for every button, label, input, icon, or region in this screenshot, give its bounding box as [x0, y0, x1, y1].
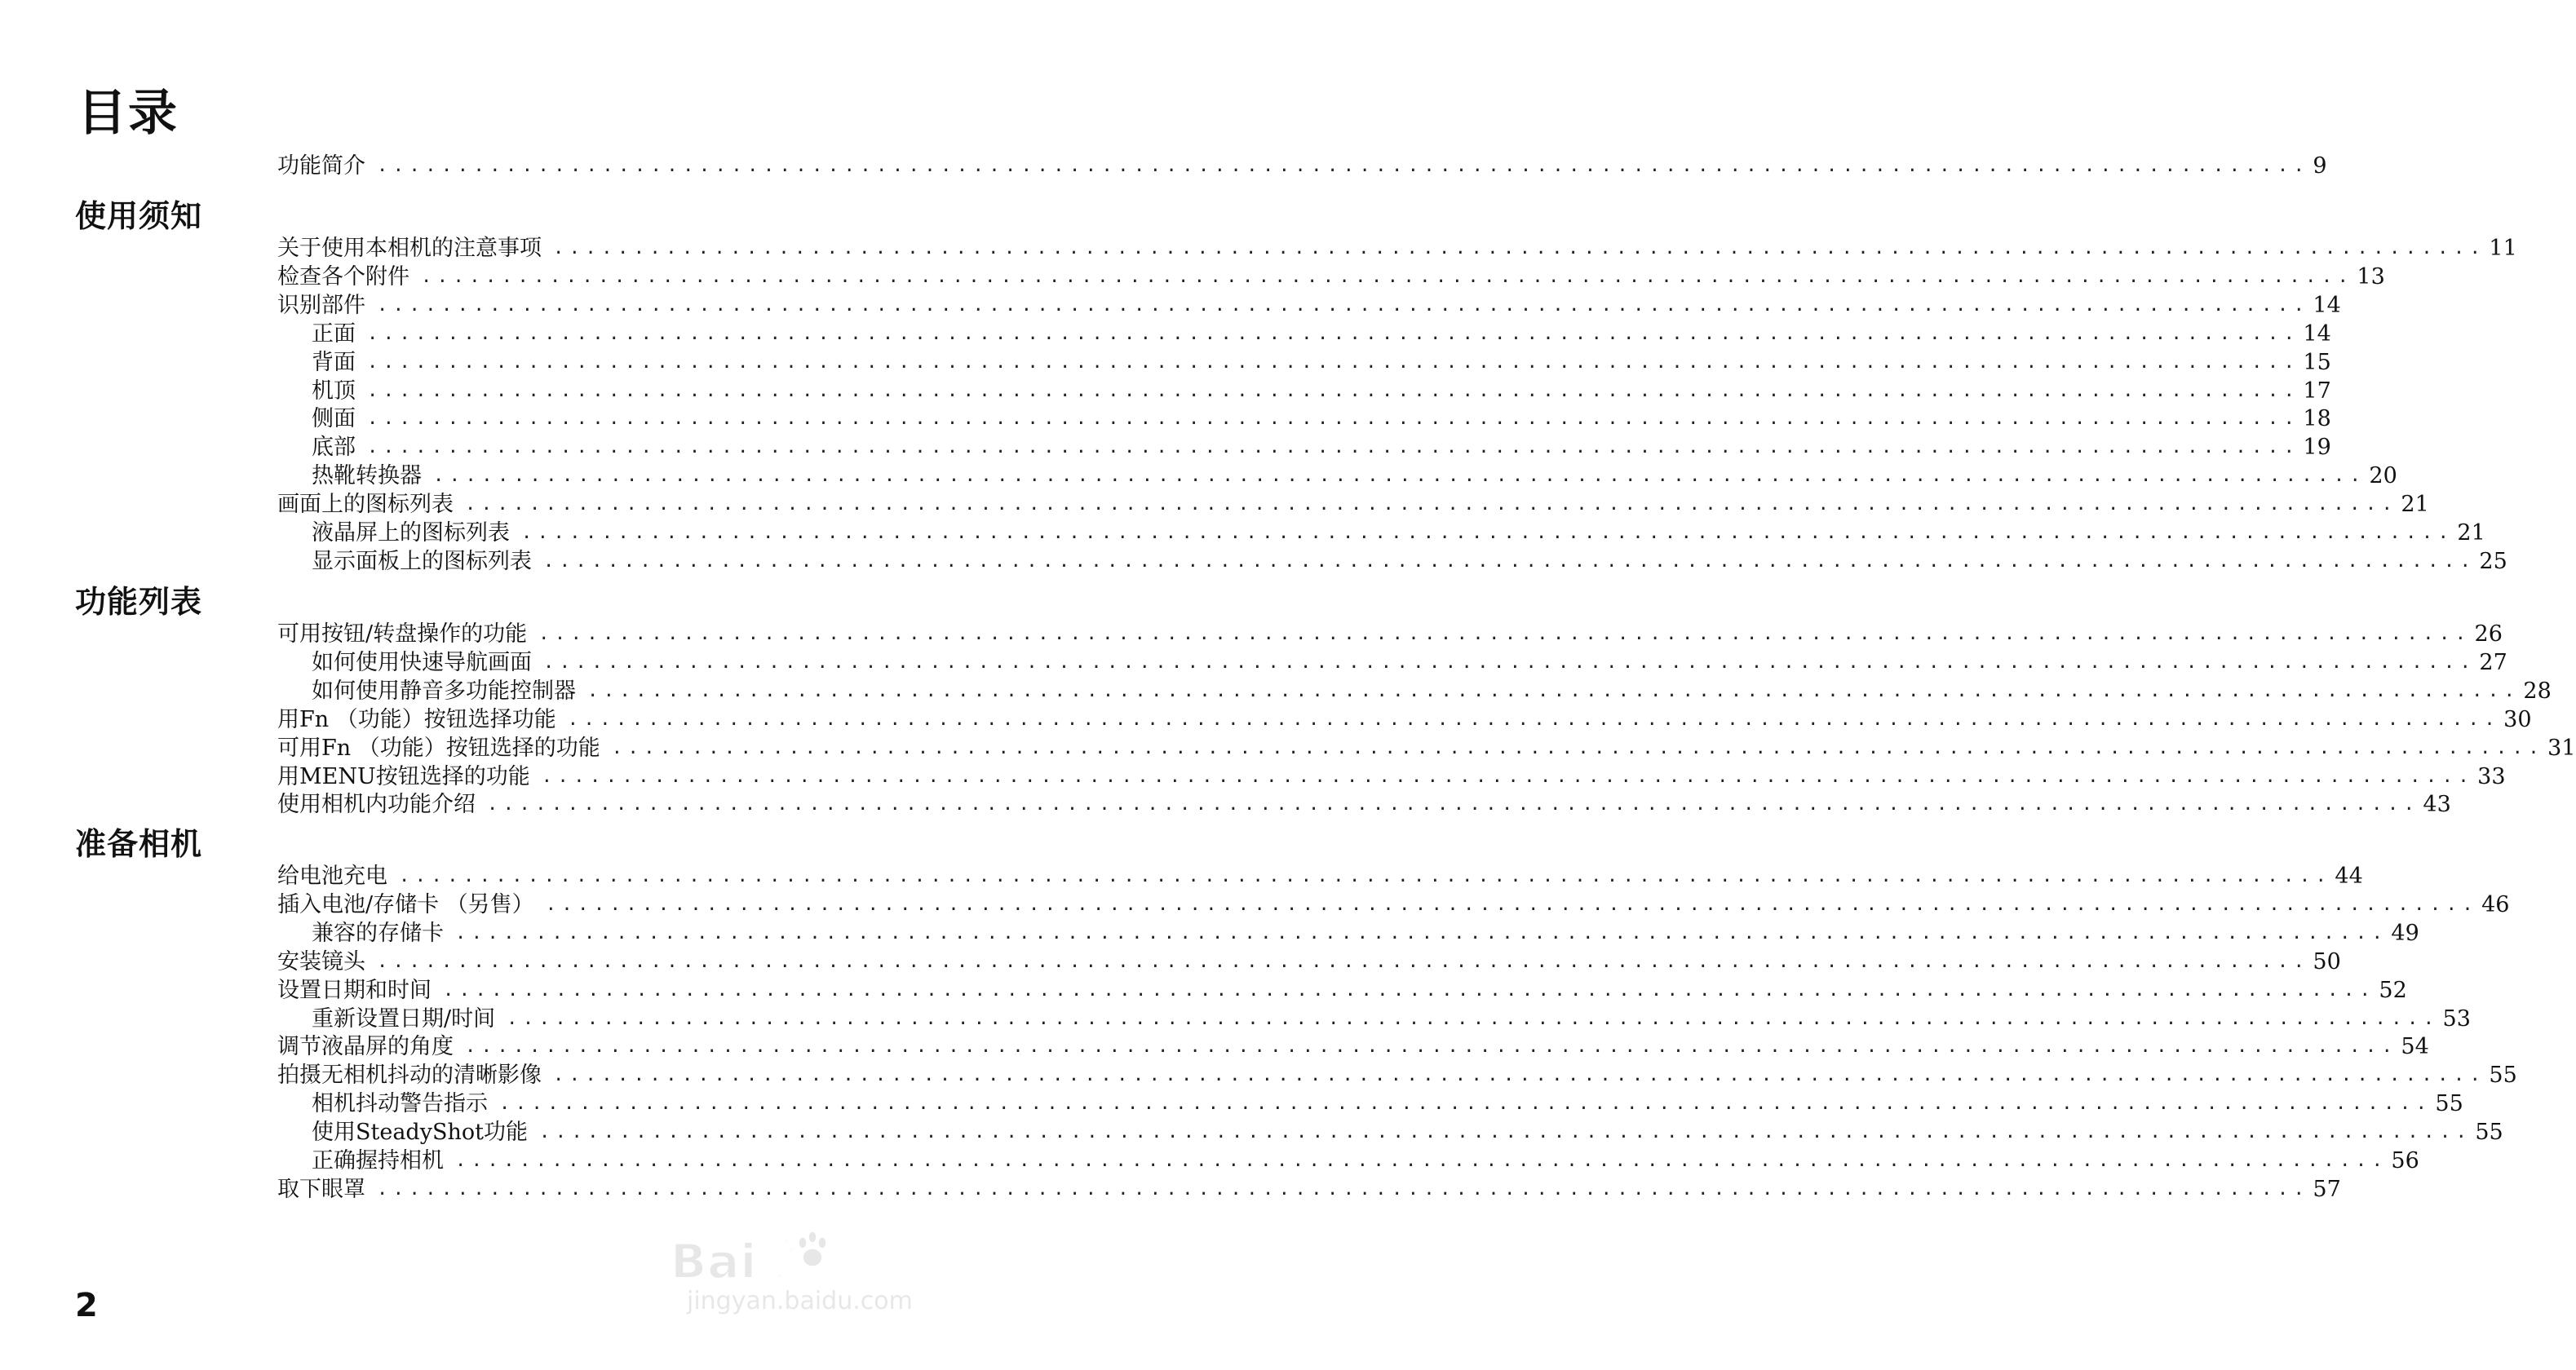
dot-leader: ........................................................................................................................ [399, 866, 2332, 886]
dot-leader: ........................................................................................................................ [521, 523, 2454, 543]
toc-entry[interactable] [277, 734, 2576, 763]
toc-entry-label: 取下眼罩 [277, 1176, 365, 1202]
toc-subentry[interactable] [312, 462, 2397, 491]
toc-entry-label: 拍摄无相机抖动的清晰影像 [277, 1063, 542, 1089]
toc-page-number: 56 [2391, 1148, 2419, 1173]
toc-page-number: 9 [2313, 153, 2327, 179]
toc-page-number: 31 [2547, 735, 2576, 761]
toc-entry-label: 识别部件 [277, 292, 365, 318]
dot-leader: ........................................................................................................................ [367, 409, 2300, 430]
toc-page-number: 55 [2489, 1063, 2517, 1089]
toc-page-number: 21 [2401, 492, 2429, 518]
toc-entry-label: 热靴转换器 [312, 463, 422, 489]
toc-page-number: 54 [2401, 1034, 2429, 1060]
toc-page-number: 26 [2474, 621, 2503, 647]
toc-entry[interactable] [277, 291, 2341, 320]
toc-entry-label: 兼容的存储卡 [312, 920, 444, 946]
dot-leader: ........................................................................................................................ [421, 266, 2354, 287]
dot-leader: ........................................................................................................................ [433, 466, 2366, 487]
dot-leader: ........................................................................................................................ [499, 1094, 2432, 1115]
toc-entry-label: 底部 [312, 435, 356, 461]
toc-subentry[interactable] [312, 377, 2331, 406]
toc-page-number: 46 [2481, 891, 2510, 917]
toc-entry-label: 背面 [312, 349, 356, 375]
toc-entry-label: 插入电池/存储卡 （另售） [277, 891, 534, 917]
toc-entry-label: 液晶屏上的图标列表 [312, 520, 510, 546]
toc-page-number: 15 [2303, 349, 2331, 375]
toc-subentry[interactable] [312, 677, 2552, 706]
toc-entry-label: 功能简介 [277, 153, 365, 179]
toc-entry-label: 如何使用静音多功能控制器 [312, 678, 576, 704]
toc-subentry[interactable] [312, 1147, 2419, 1176]
toc-subentry[interactable] [312, 1089, 2463, 1119]
toc-page-number: 20 [2369, 463, 2397, 489]
toc-entry[interactable] [277, 890, 2510, 920]
dot-leader: ........................................................................................................................ [455, 922, 2388, 944]
toc-page-number: 53 [2442, 1005, 2471, 1032]
toc-entry-label: 用Fn （功能）按钮选择功能 [277, 706, 556, 732]
toc-entry[interactable] [277, 234, 2517, 263]
dot-leader: ........................................................................................................................ [567, 709, 2501, 730]
toc-entry-label: 机顶 [312, 378, 356, 404]
dot-leader: ........................................................................................................................ [377, 156, 2310, 176]
toc-entry-label: 关于使用本相机的注意事项 [277, 236, 542, 261]
toc-page-number: 33 [2477, 763, 2506, 789]
toc-subentry[interactable] [312, 320, 2331, 349]
dot-leader: ........................................................................................................................ [541, 766, 2475, 787]
toc-entry[interactable] [277, 263, 2385, 292]
toc-subentry[interactable] [312, 919, 2419, 948]
toc-subentry[interactable] [312, 648, 2507, 678]
toc-entry-label: 设置日期和时间 [277, 977, 432, 1003]
toc-entry-label: 如何使用快速导航画面 [312, 649, 532, 675]
toc-page-number: 52 [2379, 977, 2407, 1003]
section-heading: 准备相机 [75, 826, 203, 862]
dot-leader: ........................................................................................................................ [377, 1178, 2310, 1200]
toc-entry[interactable] [277, 620, 2503, 649]
dot-leader: ........................................................................................................................ [377, 294, 2310, 316]
toc-page-number: 19 [2303, 435, 2331, 461]
dot-leader: ........................................................................................................................ [611, 737, 2545, 758]
toc-page-number: 25 [2479, 548, 2507, 574]
toc-entry[interactable] [277, 948, 2341, 977]
toc-page-number: 14 [2303, 320, 2331, 347]
toc-page-number: 21 [2457, 520, 2485, 546]
dot-leader: ........................................................................................................................ [543, 550, 2476, 572]
toc-entry-label: 正面 [312, 320, 356, 347]
toc-page-number: 27 [2479, 649, 2507, 675]
toc-subentry[interactable] [312, 1005, 2471, 1034]
toc-entry[interactable] [277, 1175, 2341, 1204]
dot-leader: ........................................................................................................................ [487, 794, 2420, 815]
dot-leader: ........................................................................................................................ [367, 351, 2300, 373]
dot-leader: ........................................................................................................................ [465, 494, 2398, 515]
dot-leader: ........................................................................................................................ [455, 1151, 2388, 1171]
toc-entry[interactable] [277, 1032, 2429, 1062]
toc-page-number: 55 [2475, 1120, 2503, 1146]
dot-leader: ........................................................................................................................ [507, 1008, 2440, 1029]
toc-entry[interactable] [277, 862, 2363, 891]
toc-subentry[interactable] [312, 1118, 2503, 1147]
page-number: 2 [75, 1287, 98, 1324]
baidu-jingyan-watermark [671, 1223, 915, 1337]
dot-leader: ........................................................................................................................ [367, 380, 2300, 401]
toc-page-number: 14 [2313, 292, 2341, 318]
toc-entry[interactable] [277, 1061, 2517, 1090]
dot-leader: ........................................................................................................................ [443, 979, 2376, 1001]
toc-subentry[interactable] [312, 433, 2331, 462]
dot-leader: ........................................................................................................................ [587, 680, 2521, 701]
toc-page-number: 55 [2435, 1091, 2463, 1117]
paw-icon [793, 1230, 834, 1271]
toc-page-number: 18 [2303, 406, 2331, 432]
toc-entry-label: 相机抖动警告指示 [312, 1091, 488, 1117]
toc-page-number: 28 [2523, 678, 2552, 704]
toc-entry-label: 正确握持相机 [312, 1148, 444, 1173]
dot-leader: ........................................................................................................................ [545, 894, 2479, 915]
toc-entry-label: 给电池充电 [277, 864, 387, 889]
toc-page-number: 49 [2391, 920, 2419, 946]
section-heading: 使用须知 [75, 198, 203, 234]
toc-entry[interactable] [277, 976, 2407, 1005]
toc-entry-label: 可用按钮/转盘操作的功能 [277, 621, 528, 647]
toc-entry-label: 可用Fn （功能）按钮选择的功能 [277, 735, 600, 761]
toc-page-number: 43 [2423, 792, 2451, 818]
dot-leader: ........................................................................................................................ [367, 323, 2300, 344]
dot-leader: ........................................................................................................................ [553, 1065, 2486, 1086]
dot-leader: ........................................................................................................................ [377, 951, 2310, 972]
dot-leader: ........................................................................................................................ [538, 624, 2472, 644]
toc-entry[interactable] [277, 152, 2327, 181]
page-title: 目录 [77, 85, 179, 142]
toc-page-number: 17 [2303, 378, 2331, 404]
toc-entry-label: 检查各个附件 [277, 263, 409, 289]
toc-entry[interactable] [277, 490, 2429, 519]
toc-entry-label: 调节液晶屏的角度 [277, 1034, 454, 1060]
dot-leader: ........................................................................................................................ [553, 238, 2486, 259]
toc-subentry[interactable] [312, 404, 2331, 434]
toc-page-number: 11 [2489, 236, 2517, 261]
toc-page-number: 50 [2313, 948, 2341, 974]
toc-entry[interactable] [277, 762, 2506, 792]
toc-page-number: 44 [2335, 864, 2363, 889]
dot-leader: ........................................................................................................................ [367, 437, 2300, 458]
toc-subentry[interactable] [312, 547, 2507, 577]
toc-entry-label: 侧面 [312, 406, 356, 432]
toc-page-number: 13 [2357, 263, 2385, 289]
section-heading: 功能列表 [75, 584, 203, 620]
toc-entry-label: 画面上的图标列表 [277, 492, 454, 518]
toc-entry-label: 安装镜头 [277, 948, 365, 974]
toc-entry-label: 重新设置日期/时间 [312, 1005, 496, 1032]
dot-leader: ........................................................................................................................ [543, 652, 2476, 673]
toc-subentry[interactable] [312, 348, 2331, 378]
watermark-logo-text: Bai 经验 [671, 1234, 871, 1289]
toc-page-number: 30 [2503, 706, 2532, 732]
dot-leader: ........................................................................................................................ [538, 1122, 2472, 1143]
toc-page-number: 57 [2313, 1176, 2341, 1202]
toc-subentry[interactable] [312, 519, 2485, 548]
toc-entry[interactable] [277, 705, 2532, 735]
toc-entry-label: 显示面板上的图标列表 [312, 548, 532, 574]
watermark-url: jingyan.baidu.com [687, 1287, 913, 1315]
toc-entry[interactable] [277, 790, 2451, 820]
dot-leader: ........................................................................................................................ [465, 1036, 2398, 1058]
toc-entry-label: 使用相机内功能介绍 [277, 792, 476, 818]
toc-entry-label: 用MENU按钮选择的功能 [277, 763, 530, 789]
toc-entry-label: 使用SteadyShot功能 [312, 1120, 528, 1146]
